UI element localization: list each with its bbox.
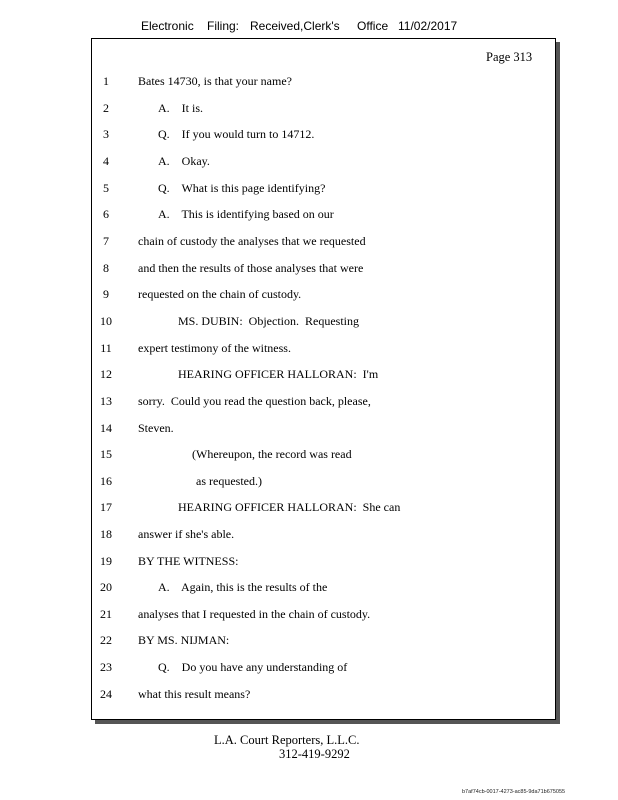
line-text: Steven. (138, 421, 174, 435)
footer-company: L.A. Court Reporters, L.L.C. (214, 733, 360, 747)
line-text: A. Okay. (158, 154, 210, 168)
line-number: 10 (100, 314, 112, 328)
line-text: A. It is. (158, 101, 203, 115)
line-number: 12 (100, 367, 112, 381)
line-text: HEARING OFFICER HALLORAN: I'm (178, 367, 379, 381)
line-text: MS. DUBIN: Objection. Requesting (178, 314, 359, 328)
line-number: 14 (100, 421, 112, 435)
footer-phone: 312-419-9292 (279, 747, 350, 761)
line-text: as requested.) (196, 474, 262, 488)
line-text: answer if she's able. (138, 527, 235, 541)
line-number: 6 (103, 207, 109, 221)
line-number: 2 (103, 101, 109, 115)
line-number: 13 (100, 394, 112, 408)
line-text: A. This is identifying based on our (158, 207, 334, 221)
header-office: Office (357, 19, 389, 33)
line-text: what this result means? (138, 687, 251, 701)
line-number: 9 (103, 287, 109, 301)
header-received-clerks: Received,Clerk's (250, 19, 340, 33)
line-text: BY THE WITNESS: (138, 554, 239, 568)
line-number: 7 (103, 234, 109, 248)
line-text: BY MS. NIJMAN: (138, 633, 230, 647)
line-text: A. Again, this is the results of the (158, 580, 328, 594)
line-text: requested on the chain of custody. (138, 287, 302, 301)
line-text: HEARING OFFICER HALLORAN: She can (178, 500, 401, 514)
line-number: 8 (103, 261, 109, 275)
line-text: chain of custody the analyses that we requested (138, 234, 366, 248)
line-text: and then the results of those analyses that were (138, 261, 364, 275)
line-number: 22 (100, 633, 112, 647)
line-number: 17 (100, 500, 112, 514)
line-number: 24 (100, 687, 112, 701)
line-number: 15 (100, 447, 112, 461)
header-date: 11/02/2017 (398, 19, 458, 33)
line-text: Q. What is this page identifying? (158, 181, 326, 195)
line-number: 23 (100, 660, 112, 674)
page-number: Page 313 (486, 50, 533, 64)
line-text: (Whereupon, the record was read (192, 447, 352, 461)
line-text: Bates 14730, is that your name? (138, 74, 292, 88)
line-number: 16 (100, 474, 112, 488)
line-text: expert testimony of the witness. (138, 341, 291, 355)
header-filing: Filing: (207, 19, 240, 33)
line-text: analyses that I requested in the chain of custody. (138, 607, 371, 621)
line-number: 21 (100, 607, 112, 621)
document-hash: b7af74cb-0017-4273-ac85-9da71b675055 (462, 789, 566, 795)
line-number: 19 (100, 554, 112, 568)
line-text: Q. Do you have any understanding of (158, 660, 348, 674)
line-number: 20 (100, 580, 112, 594)
line-number: 11 (100, 341, 112, 355)
line-number: 18 (100, 527, 112, 541)
line-text: sorry. Could you read the question back, please, (138, 394, 371, 408)
line-number: 1 (103, 74, 109, 88)
line-number: 5 (103, 181, 109, 195)
header-electronic: Electronic (141, 19, 194, 33)
line-number: 3 (103, 127, 109, 141)
filing-stamp-header (0, 19, 618, 37)
line-text: Q. If you would turn to 14712. (158, 127, 315, 141)
line-number: 4 (103, 154, 109, 168)
